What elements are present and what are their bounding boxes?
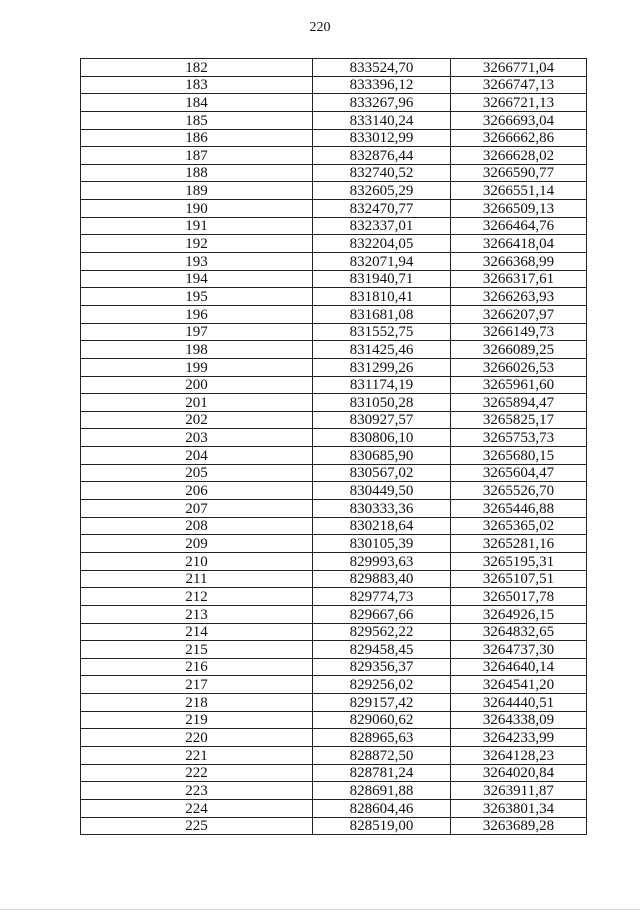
table-row: [81, 447, 587, 465]
point-number-cell: 200: [81, 376, 313, 394]
point-number-cell: 222: [81, 764, 313, 782]
y-coordinate-cell: 3266464,76: [451, 217, 587, 235]
x-coordinate-cell: 831299,26: [313, 358, 451, 376]
x-coordinate-cell: 831174,19: [313, 376, 451, 394]
y-coordinate-cell: 3263801,34: [451, 799, 587, 817]
y-coordinate-cell: 3266693,04: [451, 111, 587, 129]
point-number-cell: 217: [81, 676, 313, 694]
x-coordinate-cell: 831552,75: [313, 323, 451, 341]
table-row: [81, 729, 587, 747]
x-coordinate-cell: 833267,96: [313, 94, 451, 112]
point-number-cell: 196: [81, 305, 313, 323]
point-number-cell: 225: [81, 817, 313, 835]
table-row: [81, 500, 587, 518]
table-row: [81, 182, 587, 200]
table-row: [81, 111, 587, 129]
point-number-cell: 195: [81, 288, 313, 306]
x-coordinate-cell: 829458,45: [313, 641, 451, 659]
x-coordinate-cell: 831940,71: [313, 270, 451, 288]
point-number-cell: 182: [81, 59, 313, 77]
y-coordinate-cell: 3265017,78: [451, 588, 587, 606]
x-coordinate-cell: 831425,46: [313, 341, 451, 359]
point-number-cell: 202: [81, 411, 313, 429]
point-number-cell: 198: [81, 341, 313, 359]
x-coordinate-cell: 830685,90: [313, 447, 451, 465]
y-coordinate-cell: 3264832,65: [451, 623, 587, 641]
x-coordinate-cell: 831050,28: [313, 394, 451, 412]
y-coordinate-cell: 3266089,25: [451, 341, 587, 359]
point-number-cell: 191: [81, 217, 313, 235]
point-number-cell: 201: [81, 394, 313, 412]
table-row: [81, 94, 587, 112]
table-row: [81, 376, 587, 394]
table-row: [81, 694, 587, 712]
x-coordinate-cell: 831681,08: [313, 305, 451, 323]
table-row: [81, 658, 587, 676]
table-row: [81, 605, 587, 623]
table-row: [81, 288, 587, 306]
y-coordinate-cell: 3266662,86: [451, 129, 587, 147]
x-coordinate-cell: 829157,42: [313, 694, 451, 712]
point-number-cell: 193: [81, 253, 313, 271]
point-number-cell: 186: [81, 129, 313, 147]
y-coordinate-cell: 3265446,88: [451, 500, 587, 518]
y-coordinate-cell: 3264737,30: [451, 641, 587, 659]
point-number-cell: 204: [81, 447, 313, 465]
coordinates-table-body: [81, 59, 587, 835]
point-number-cell: 183: [81, 76, 313, 94]
y-coordinate-cell: 3266207,97: [451, 305, 587, 323]
table-row: [81, 305, 587, 323]
y-coordinate-cell: 3266509,13: [451, 200, 587, 218]
y-coordinate-cell: 3266747,13: [451, 76, 587, 94]
y-coordinate-cell: 3266368,99: [451, 253, 587, 271]
point-number-cell: 208: [81, 517, 313, 535]
point-number-cell: 184: [81, 94, 313, 112]
x-coordinate-cell: 828965,63: [313, 729, 451, 747]
table-row: [81, 482, 587, 500]
page-bottom-rule: [0, 909, 640, 910]
y-coordinate-cell: 3266771,04: [451, 59, 587, 77]
y-coordinate-cell: 3265894,47: [451, 394, 587, 412]
x-coordinate-cell: 832876,44: [313, 147, 451, 165]
y-coordinate-cell: 3263689,28: [451, 817, 587, 835]
x-coordinate-cell: 828872,50: [313, 746, 451, 764]
y-coordinate-cell: 3263911,87: [451, 782, 587, 800]
x-coordinate-cell: 830806,10: [313, 429, 451, 447]
x-coordinate-cell: 832337,01: [313, 217, 451, 235]
y-coordinate-cell: 3264440,51: [451, 694, 587, 712]
point-number-cell: 220: [81, 729, 313, 747]
x-coordinate-cell: 828781,24: [313, 764, 451, 782]
y-coordinate-cell: 3264926,15: [451, 605, 587, 623]
x-coordinate-cell: 828604,46: [313, 799, 451, 817]
point-number-cell: 194: [81, 270, 313, 288]
y-coordinate-cell: 3266590,77: [451, 164, 587, 182]
x-coordinate-cell: 832204,05: [313, 235, 451, 253]
table-row: [81, 411, 587, 429]
table-row: [81, 552, 587, 570]
table-row: [81, 235, 587, 253]
y-coordinate-cell: 3266418,04: [451, 235, 587, 253]
table-row: [81, 323, 587, 341]
y-coordinate-cell: 3265281,16: [451, 535, 587, 553]
point-number-cell: 203: [81, 429, 313, 447]
y-coordinate-cell: 3265195,31: [451, 552, 587, 570]
table-row: [81, 129, 587, 147]
table-row: [81, 711, 587, 729]
point-number-cell: 219: [81, 711, 313, 729]
y-coordinate-cell: 3265526,70: [451, 482, 587, 500]
x-coordinate-cell: 832470,77: [313, 200, 451, 218]
table-row: [81, 517, 587, 535]
y-coordinate-cell: 3265107,51: [451, 570, 587, 588]
y-coordinate-cell: 3264640,14: [451, 658, 587, 676]
table-row: [81, 570, 587, 588]
x-coordinate-cell: 832071,94: [313, 253, 451, 271]
x-coordinate-cell: 830567,02: [313, 464, 451, 482]
table-row: [81, 623, 587, 641]
table-row: [81, 535, 587, 553]
point-number-cell: 205: [81, 464, 313, 482]
y-coordinate-cell: 3265825,17: [451, 411, 587, 429]
page-number: 220: [309, 20, 331, 35]
table-row: [81, 164, 587, 182]
x-coordinate-cell: 829060,62: [313, 711, 451, 729]
table-row: [81, 676, 587, 694]
point-number-cell: 224: [81, 799, 313, 817]
point-number-cell: 221: [81, 746, 313, 764]
point-number-cell: 187: [81, 147, 313, 165]
point-number-cell: 216: [81, 658, 313, 676]
table-row: [81, 59, 587, 77]
point-number-cell: 223: [81, 782, 313, 800]
y-coordinate-cell: 3265753,73: [451, 429, 587, 447]
coordinates-table: [80, 58, 587, 835]
table-row: [81, 253, 587, 271]
point-number-cell: 199: [81, 358, 313, 376]
y-coordinate-cell: 3266263,93: [451, 288, 587, 306]
point-number-cell: 189: [81, 182, 313, 200]
x-coordinate-cell: 830927,57: [313, 411, 451, 429]
table-row: [81, 76, 587, 94]
y-coordinate-cell: 3265365,02: [451, 517, 587, 535]
table-row: [81, 588, 587, 606]
x-coordinate-cell: 833396,12: [313, 76, 451, 94]
x-coordinate-cell: 832605,29: [313, 182, 451, 200]
table-row: [81, 341, 587, 359]
x-coordinate-cell: 833012,99: [313, 129, 451, 147]
y-coordinate-cell: 3266551,14: [451, 182, 587, 200]
y-coordinate-cell: 3264128,23: [451, 746, 587, 764]
point-number-cell: 215: [81, 641, 313, 659]
y-coordinate-cell: 3264020,84: [451, 764, 587, 782]
y-coordinate-cell: 3264233,99: [451, 729, 587, 747]
x-coordinate-cell: 829667,66: [313, 605, 451, 623]
x-coordinate-cell: 830333,36: [313, 500, 451, 518]
y-coordinate-cell: 3266149,73: [451, 323, 587, 341]
point-number-cell: 211: [81, 570, 313, 588]
y-coordinate-cell: 3264338,09: [451, 711, 587, 729]
x-coordinate-cell: 829256,02: [313, 676, 451, 694]
x-coordinate-cell: 829356,37: [313, 658, 451, 676]
point-number-cell: 190: [81, 200, 313, 218]
point-number-cell: 210: [81, 552, 313, 570]
table-row: [81, 464, 587, 482]
x-coordinate-cell: 832740,52: [313, 164, 451, 182]
point-number-cell: 185: [81, 111, 313, 129]
y-coordinate-cell: 3264541,20: [451, 676, 587, 694]
point-number-cell: 207: [81, 500, 313, 518]
x-coordinate-cell: 829883,40: [313, 570, 451, 588]
y-coordinate-cell: 3266026,53: [451, 358, 587, 376]
point-number-cell: 197: [81, 323, 313, 341]
table-row: [81, 817, 587, 835]
x-coordinate-cell: 829993,63: [313, 552, 451, 570]
x-coordinate-cell: 830218,64: [313, 517, 451, 535]
point-number-cell: 188: [81, 164, 313, 182]
point-number-cell: 214: [81, 623, 313, 641]
point-number-cell: 206: [81, 482, 313, 500]
table-row: [81, 799, 587, 817]
table-row: [81, 217, 587, 235]
x-coordinate-cell: 833140,24: [313, 111, 451, 129]
table-row: [81, 641, 587, 659]
point-number-cell: 213: [81, 605, 313, 623]
y-coordinate-cell: 3266721,13: [451, 94, 587, 112]
x-coordinate-cell: 830105,39: [313, 535, 451, 553]
point-number-cell: 209: [81, 535, 313, 553]
point-number-cell: 192: [81, 235, 313, 253]
table-row: [81, 147, 587, 165]
x-coordinate-cell: 828519,00: [313, 817, 451, 835]
table-row: [81, 782, 587, 800]
point-number-cell: 218: [81, 694, 313, 712]
x-coordinate-cell: 833524,70: [313, 59, 451, 77]
x-coordinate-cell: 829562,22: [313, 623, 451, 641]
y-coordinate-cell: 3266628,02: [451, 147, 587, 165]
y-coordinate-cell: 3266317,61: [451, 270, 587, 288]
x-coordinate-cell: 831810,41: [313, 288, 451, 306]
table-row: [81, 429, 587, 447]
y-coordinate-cell: 3265961,60: [451, 376, 587, 394]
table-row: [81, 270, 587, 288]
table-row: [81, 764, 587, 782]
table-row: [81, 200, 587, 218]
table-row: [81, 358, 587, 376]
table-row: [81, 394, 587, 412]
y-coordinate-cell: 3265680,15: [451, 447, 587, 465]
point-number-cell: 212: [81, 588, 313, 606]
x-coordinate-cell: 829774,73: [313, 588, 451, 606]
y-coordinate-cell: 3265604,47: [451, 464, 587, 482]
x-coordinate-cell: 830449,50: [313, 482, 451, 500]
table-row: [81, 746, 587, 764]
x-coordinate-cell: 828691,88: [313, 782, 451, 800]
